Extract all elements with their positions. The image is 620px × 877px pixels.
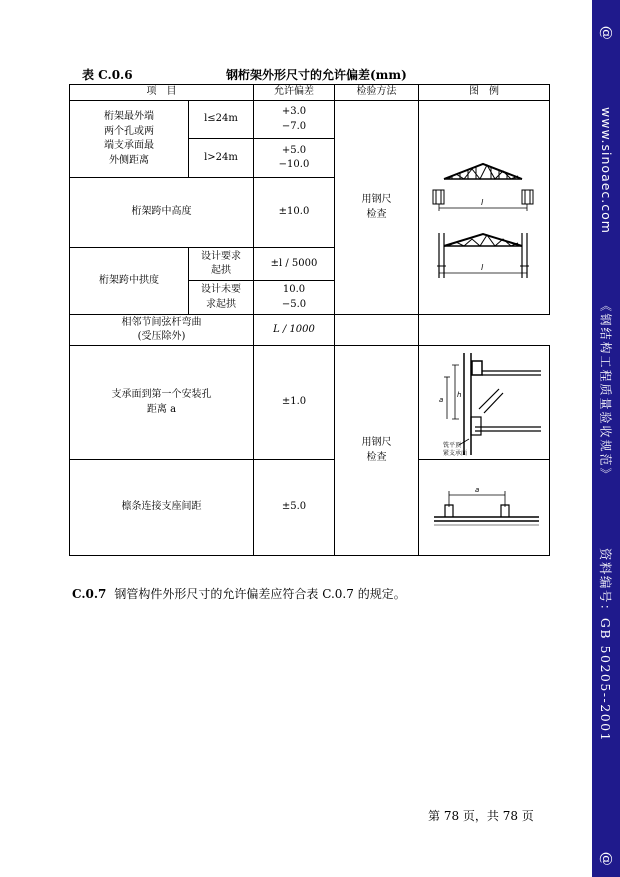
header-item: 项 目 (70, 85, 254, 101)
tolerance-first-hole: ±1.0 (254, 346, 335, 460)
book-title: 《钢结构工程质量验收规范》 (598, 298, 613, 482)
figure-empty (335, 315, 419, 346)
table-label: 表 C.0.6 (82, 68, 133, 82)
note-line-2: 紧支承面 (443, 449, 468, 457)
tolerance-span-height: ±10.0 (254, 178, 335, 248)
document-reference: 资料编号：GB 50205--2001 (598, 547, 614, 743)
row-support-distance-label: 桁架最外端 两个孔或两 端支承面最 外侧距离 (70, 101, 189, 178)
span-label-top: l (481, 197, 484, 207)
clause-text: 钢管构件外形尺寸的允许偏差应符合表 C.0.7 的规定。 (114, 587, 406, 601)
row-first-hole-label: 支承面到第一个安装孔 距离 a (70, 346, 254, 460)
header-method: 检验方法 (335, 85, 419, 101)
header-tolerance: 允许偏差 (254, 85, 335, 101)
sidebar-banner (592, 0, 620, 877)
header-figure: 图 例 (419, 85, 550, 101)
row-span-height-label: 桁架跨中高度 (70, 178, 254, 248)
purlin-diagram (419, 461, 550, 555)
tolerance-camber-not-required: 10.0 −5.0 (254, 281, 335, 315)
method-steel-ruler-2: 用钢尺 检查 (335, 346, 419, 556)
row-chord-bending-label: 相邻节间弦杆弯曲 (受压除外) (70, 315, 254, 346)
tolerance-gt-24: +5.0 −10.0 (254, 139, 335, 178)
clause-number: C.0.7 (72, 587, 107, 601)
note-line-1: 铣平顶 (443, 441, 462, 449)
at-icon-top: @ (598, 25, 614, 41)
h-label: h (457, 390, 462, 399)
a-label: a (439, 395, 444, 404)
tolerance-purlin: ±5.0 (254, 460, 335, 556)
purlin-a-label: a (475, 485, 480, 494)
tolerance-chord-bending: L / 1000 (254, 315, 335, 346)
span-label-bottom: l (481, 262, 484, 272)
tolerance-camber-required: ±l / 5000 (254, 248, 335, 281)
tolerance-le-24: +3.0 −7.0 (254, 101, 335, 139)
page-footer: 第 78 页，共 78 页 (428, 809, 534, 823)
table-title: 钢桁架外形尺寸的允许偏差(mm) (226, 68, 407, 82)
figure-truss (419, 101, 550, 315)
truss-diagram (419, 108, 550, 308)
at-icon-bottom: @ (598, 851, 614, 867)
row-purlin-label: 檩条连接支座间距 (70, 460, 254, 556)
row-camber-label: 桁架跨中拱度 (70, 248, 189, 315)
site-url: www.sinoaec.com (598, 106, 614, 234)
sub-camber-required: 设计要求 起拱 (189, 248, 254, 281)
support-hole-diagram (419, 347, 550, 459)
sub-length-le-24: l≤24m (189, 101, 254, 139)
figure-support-hole (419, 346, 550, 460)
tolerance-table (69, 84, 550, 556)
method-steel-ruler-1: 用钢尺 检查 (335, 101, 419, 315)
sub-camber-not-required: 设计未要 求起拱 (189, 281, 254, 315)
figure-purlin (419, 460, 550, 556)
sub-length-gt-24: l>24m (189, 139, 254, 178)
clause-paragraph (72, 585, 406, 602)
